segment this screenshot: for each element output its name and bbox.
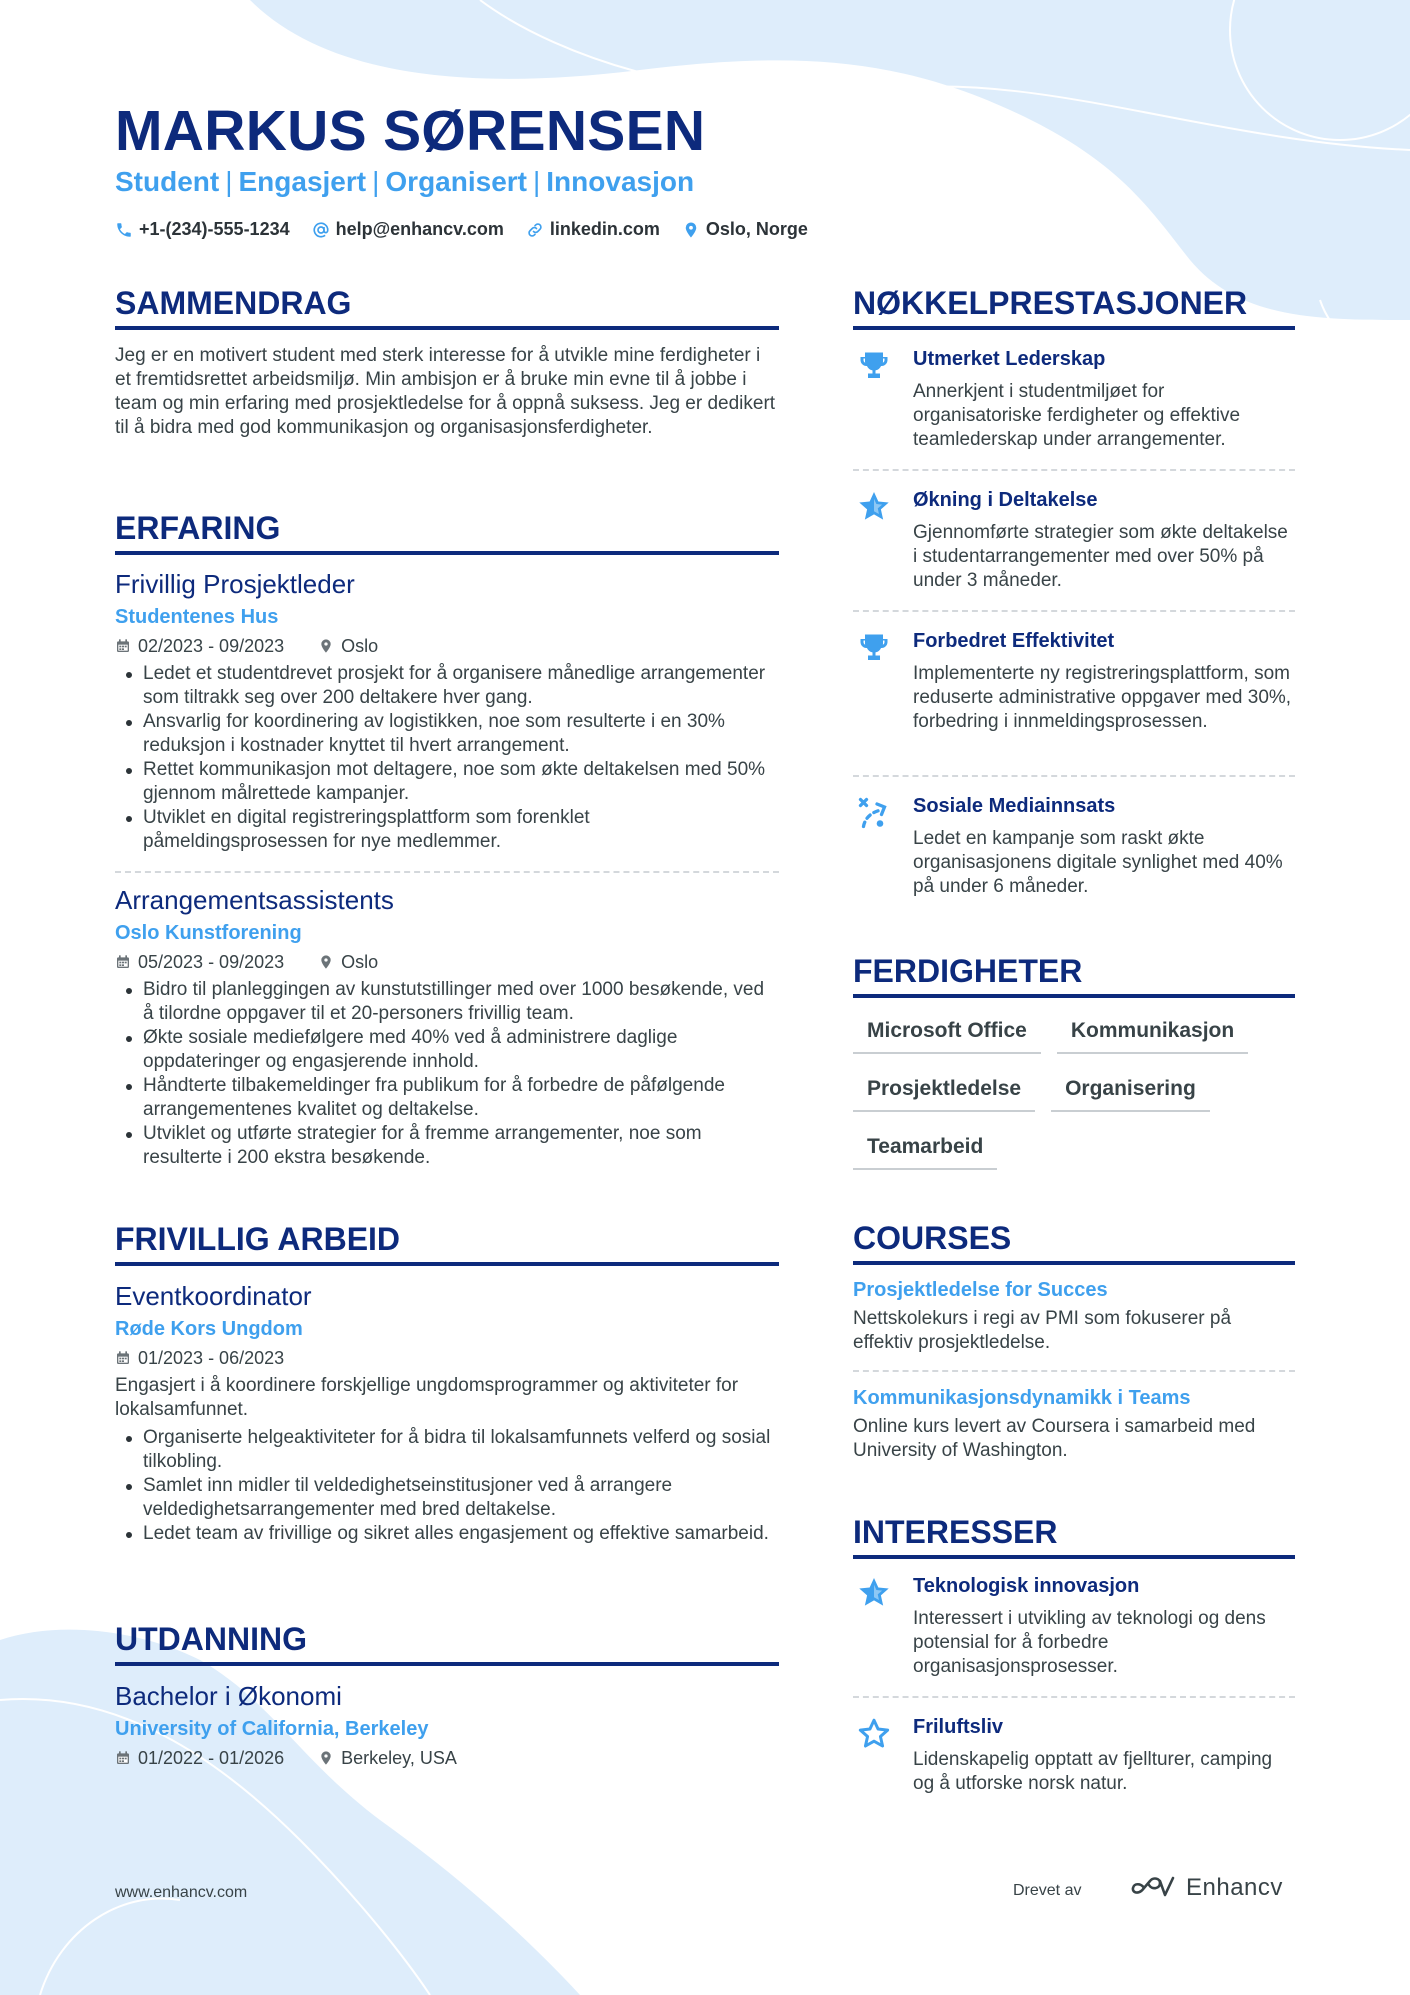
tagline-separator: | xyxy=(533,166,541,197)
link-icon xyxy=(526,221,544,239)
job-meta xyxy=(115,634,779,658)
contact-bar xyxy=(115,219,808,240)
achievement-title: Utmerket Lederskap xyxy=(913,348,1106,370)
tagline xyxy=(115,166,694,198)
strategy-icon xyxy=(856,795,892,831)
calendar-icon xyxy=(115,1350,131,1366)
bullet-item: Samlet inn midler til veldedighetseinstitusjoner ved å arrangere veldedighetsarrangementer med bred deltakelse. xyxy=(115,1474,779,1522)
degree-title: Bachelor i Økonomi xyxy=(115,1681,342,1711)
interest-title: Friluftsliv xyxy=(913,1716,1004,1738)
date-range xyxy=(115,634,284,658)
star-icon xyxy=(856,1575,892,1611)
calendar-icon xyxy=(115,954,131,970)
date-range xyxy=(115,1746,284,1770)
course-desc: Nettskolekurs i regi av PMI som fokuserer på effektiv prosjektledelse. xyxy=(853,1308,1232,1353)
interest-desc: Interessert i utvikling av teknologi og dens potensial for å forbedre organisasjonsprosesser. xyxy=(913,1608,1266,1677)
interests-heading: INTERESSER xyxy=(853,1514,1295,1559)
courses-heading: COURSES xyxy=(853,1220,1295,1265)
bullet-item: Håndterte tilbakemeldinger fra publikum for å forbedre de påfølgende arrangementenes kvalitet og deltakelse. xyxy=(115,1074,779,1122)
achievement-item xyxy=(853,346,1295,452)
education-location xyxy=(318,1746,457,1770)
contact-linkedin[interactable] xyxy=(526,219,660,240)
summary-text: Jeg er en motivert student med sterk interesse for å utvikle mine ferdigheter i et fremtidsrettet arbeidsmiljø. Min ambisjon er å bruke min evne til å jobbe i team og min erfaring med prosjektledelse for å oppnå suksess. Jeg er dedikert til å bidra med god kommunikasjon og organisasjonsferdigheter. xyxy=(115,345,776,438)
interest-item xyxy=(853,1573,1295,1679)
contact-phone[interactable] xyxy=(115,219,290,240)
entry-divider xyxy=(853,610,1295,612)
education-meta xyxy=(115,1746,779,1770)
date-range xyxy=(115,1346,284,1370)
job-location xyxy=(318,950,378,974)
powered-by-label: Drevet av xyxy=(1013,1882,1082,1899)
date-range xyxy=(115,950,284,974)
brand-name: Enhancv xyxy=(1186,1874,1283,1901)
course-desc: Online kurs levert av Coursera i samarbeid med University of Washington. xyxy=(853,1416,1256,1461)
location-pin-icon xyxy=(682,221,700,239)
bullet-item: Ansvarlig for koordinering av logistikken, noe som resulterte i en 30% reduksjon i kostnader knyttet til hvert arrangement. xyxy=(115,710,779,758)
achievement-desc: Ledet en kampanje som raskt økte organisasjonens digitale synlighet med 40% på under 6 måneder. xyxy=(913,828,1283,897)
entry-divider xyxy=(115,871,779,873)
phone-icon xyxy=(115,221,133,239)
skill-tag: Kommunikasjon xyxy=(1057,1018,1248,1054)
course-title: Kommunikasjonsdynamikk i Teams xyxy=(853,1387,1191,1409)
achievement-desc: Annerkjent i studentmiljøet for organisatoriske ferdigheter og effektive teamlederskap under arrangementer. xyxy=(913,381,1241,450)
job-location xyxy=(318,634,378,658)
location-text: Oslo xyxy=(341,636,379,656)
job-title: Arrangementsassistents xyxy=(115,885,394,915)
location-pin-icon xyxy=(318,1750,334,1766)
achievement-desc: Implementerte ny registreringsplattform, som reduserte administrative oppgaver med 30%, forbedring i innmeldingsprosessen. xyxy=(913,663,1292,732)
summary-heading: SAMMENDRAG xyxy=(115,285,779,330)
skills-heading: FERDIGHETER xyxy=(853,953,1295,998)
skill-tag: Teamarbeid xyxy=(853,1134,997,1170)
bullet-item: Ledet et studentdrevet prosjekt for å organisere månedlige arrangementer som tiltrakk seg over 200 deltakere hver gang. xyxy=(115,662,779,710)
bullet-item: Utviklet en digital registreringsplattform som forenklet påmeldingsprosessen for nye medlemmer. xyxy=(115,806,779,854)
bullet-item: Utviklet og utførte strategier for å fremme arrangementer, noe som resulterte i 200 ekstra besøkende. xyxy=(115,1122,779,1170)
star-outline-icon xyxy=(856,1716,892,1752)
location-text: Berkeley, USA xyxy=(341,1748,457,1768)
education-heading: UTDANNING xyxy=(115,1621,779,1666)
bullet-item: Ledet team av frivillige og sikret alles engasjement og effektive samarbeid. xyxy=(115,1522,779,1546)
tagline-item: Innovasjon xyxy=(546,166,695,197)
achievement-desc: Gjennomførte strategier som økte deltakelse i studentarrangementer med over 50% på under 3 måneder. xyxy=(913,522,1288,591)
entry-divider xyxy=(853,1370,1295,1372)
job-meta xyxy=(115,950,779,974)
bullet-item: Organiserte helgeaktiviteter for å bidra til lokalsamfunnets velferd og sosial tilkobling. xyxy=(115,1426,779,1474)
enhancv-logo-icon xyxy=(1130,1875,1178,1901)
volunteer-intro: Engasjert i å koordinere forskjellige ungdomsprogrammer og aktiviteter for lokalsamfunnet. xyxy=(115,1375,739,1420)
location-text: Oslo xyxy=(341,952,379,972)
date-text: 01/2023 - 06/2023 xyxy=(138,1348,285,1368)
experience-entry xyxy=(115,568,779,854)
education-entry xyxy=(115,1680,779,1770)
tagline-item: Organisert xyxy=(385,166,527,197)
company-name: Røde Kors Ungdom xyxy=(115,1318,303,1340)
achievement-item xyxy=(853,487,1295,593)
experience-entry xyxy=(115,884,779,1170)
bullet-item: Bidro til planleggingen av kunstutstillinger med over 1000 besøkende, ved å tilordne oppgaver til et 20-personers frivillig team. xyxy=(115,978,779,1026)
volunteer-heading: FRIVILLIG ARBEID xyxy=(115,1221,779,1266)
brand-logo[interactable] xyxy=(1130,1874,1283,1902)
footer-website[interactable]: www.enhancv.com xyxy=(115,1884,248,1901)
bullet-list xyxy=(115,662,779,854)
date-text: 05/2023 - 09/2023 xyxy=(138,952,285,972)
calendar-icon xyxy=(115,638,131,654)
skill-tag: Prosjektledelse xyxy=(853,1076,1035,1112)
location-pin-icon xyxy=(318,638,334,654)
bullet-item: Økte sosiale mediefølgere med 40% ved å administrere daglige oppdateringer og engasjerende innhold. xyxy=(115,1026,779,1074)
contact-location xyxy=(682,219,808,240)
tagline-separator: | xyxy=(225,166,233,197)
school-name: University of California, Berkeley xyxy=(115,1718,429,1740)
achievement-title: Sosiale Mediainnsats xyxy=(913,795,1116,817)
at-icon xyxy=(312,221,330,239)
skill-tag: Organisering xyxy=(1051,1076,1210,1112)
achievements-heading: NØKKELPRESTASJONER xyxy=(853,285,1295,330)
trophy-icon xyxy=(856,630,892,666)
experience-heading: ERFARING xyxy=(115,510,779,555)
interest-desc: Lidenskapelig opptatt av fjellturer, camping og å utforske norsk natur. xyxy=(913,1749,1273,1794)
entry-divider xyxy=(853,775,1295,777)
phone-number: +1-(234)-555-1234 xyxy=(139,219,290,239)
interest-title: Teknologisk innovasjon xyxy=(913,1575,1140,1597)
bullet-item: Rettet kommunikasjon mot deltagere, noe som økte deltakelsen med 50% gjennom målrettede kampanjer. xyxy=(115,758,779,806)
interest-item xyxy=(853,1714,1295,1796)
job-title: Frivillig Prosjektleder xyxy=(115,569,355,599)
date-text: 01/2022 - 01/2026 xyxy=(138,1748,285,1768)
tagline-separator: | xyxy=(372,166,380,197)
course-item xyxy=(853,1385,1295,1463)
job-title: Eventkoordinator xyxy=(115,1281,312,1311)
bullet-list xyxy=(115,1426,779,1546)
entry-divider xyxy=(853,1696,1295,1698)
email-address: help@enhancv.com xyxy=(335,219,504,239)
skill-tag: Microsoft Office xyxy=(853,1018,1041,1054)
location-pin-icon xyxy=(318,954,334,970)
trophy-icon xyxy=(856,348,892,384)
volunteer-entry xyxy=(115,1280,779,1546)
calendar-icon xyxy=(115,1750,131,1766)
course-title: Prosjektledelse for Succes xyxy=(853,1279,1108,1301)
company-name: Oslo Kunstforening xyxy=(115,922,302,944)
tagline-item: Student xyxy=(115,166,220,197)
skills-list xyxy=(853,1018,1295,1170)
achievement-item xyxy=(853,793,1295,899)
achievement-title: Økning i Deltakelse xyxy=(913,489,1098,511)
bullet-list xyxy=(115,978,779,1170)
entry-divider xyxy=(853,469,1295,471)
course-item xyxy=(853,1277,1295,1355)
date-text: 02/2023 - 09/2023 xyxy=(138,636,285,656)
location-text: Oslo, Norge xyxy=(705,219,808,239)
achievement-item xyxy=(853,628,1295,734)
tagline-item: Engasjert xyxy=(238,166,367,197)
contact-email[interactable] xyxy=(312,219,504,240)
linkedin-link: linkedin.com xyxy=(549,219,660,239)
company-name: Studentenes Hus xyxy=(115,606,279,628)
star-icon xyxy=(856,489,892,525)
achievement-title: Forbedret Effektivitet xyxy=(913,630,1115,652)
job-meta xyxy=(115,1346,779,1370)
candidate-name: MARKUS SØRENSEN xyxy=(115,99,706,163)
